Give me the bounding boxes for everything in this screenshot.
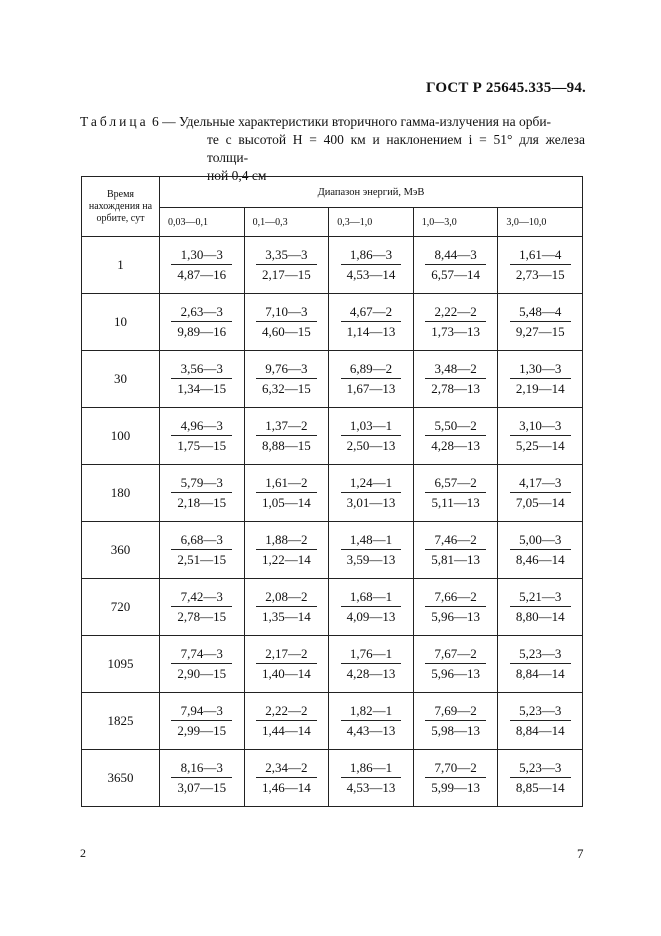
value-denominator: 2,73—15 xyxy=(515,266,565,282)
value-fraction xyxy=(510,532,571,567)
value-cell xyxy=(160,237,245,294)
time-on-orbit-cell: 1095 xyxy=(82,636,160,693)
value-cell xyxy=(329,294,414,351)
value-cell xyxy=(244,579,329,636)
table-caption-line3: ной 0,4 см xyxy=(207,168,267,183)
data-table xyxy=(81,176,583,807)
value-denominator: 2,18—15 xyxy=(177,494,227,510)
table-row xyxy=(82,465,583,522)
value-cell xyxy=(160,351,245,408)
time-on-orbit-cell: 360 xyxy=(82,522,160,579)
value-cell xyxy=(498,693,583,750)
value-denominator: 9,27—15 xyxy=(515,323,565,339)
value-numerator: 7,67—2 xyxy=(425,646,486,664)
value-fraction xyxy=(510,589,571,624)
table-row xyxy=(82,408,583,465)
value-numerator: 2,34—2 xyxy=(256,760,317,778)
value-cell xyxy=(329,522,414,579)
value-numerator: 2,22—2 xyxy=(425,304,486,322)
value-fraction xyxy=(425,418,486,453)
value-numerator: 5,23—3 xyxy=(510,703,571,721)
value-fraction xyxy=(510,418,571,453)
value-denominator: 1,40—14 xyxy=(262,665,311,681)
energy-range-column-header: 0,03—0,1 xyxy=(160,208,245,237)
page-number-right: 7 xyxy=(577,846,584,861)
value-fraction xyxy=(256,646,317,681)
value-cell xyxy=(329,636,414,693)
value-cell xyxy=(498,351,583,408)
value-fraction xyxy=(171,703,232,738)
value-denominator: 1,14—13 xyxy=(346,323,396,339)
value-numerator: 5,50—2 xyxy=(425,418,486,436)
page-number-left: 2 xyxy=(80,846,86,860)
value-fraction xyxy=(171,247,232,282)
value-cell xyxy=(329,693,414,750)
value-cell xyxy=(413,636,498,693)
table-caption xyxy=(80,113,585,185)
value-denominator: 1,44—14 xyxy=(262,722,311,738)
time-on-orbit-cell: 1 xyxy=(82,237,160,294)
value-fraction xyxy=(171,361,232,396)
value-cell xyxy=(244,750,329,807)
value-fraction xyxy=(171,589,232,624)
value-fraction xyxy=(341,703,402,738)
value-numerator: 2,63—3 xyxy=(171,304,232,322)
value-fraction xyxy=(341,589,402,624)
value-denominator: 8,46—14 xyxy=(515,551,565,567)
energy-range-column-header: 0,3—1,0 xyxy=(329,208,414,237)
value-numerator: 8,44—3 xyxy=(425,247,486,265)
value-cell xyxy=(160,408,245,465)
value-numerator: 3,48—2 xyxy=(425,361,486,379)
value-fraction xyxy=(510,475,571,510)
table-row xyxy=(82,294,583,351)
table-row xyxy=(82,750,583,807)
value-fraction xyxy=(256,532,317,567)
value-denominator: 1,75—15 xyxy=(177,437,227,453)
value-denominator: 2,51—15 xyxy=(177,551,227,567)
value-numerator: 1,76—1 xyxy=(341,646,402,664)
value-denominator: 2,19—14 xyxy=(515,380,565,396)
value-numerator: 6,57—2 xyxy=(425,475,485,493)
value-denominator: 5,99—13 xyxy=(431,779,480,795)
value-fraction xyxy=(171,532,232,567)
value-cell xyxy=(413,408,498,465)
value-cell xyxy=(498,408,583,465)
value-cell xyxy=(244,294,329,351)
table-row xyxy=(82,351,583,408)
value-numerator: 7,46—2 xyxy=(425,532,486,550)
value-fraction xyxy=(171,418,232,453)
value-fraction xyxy=(425,703,486,738)
value-cell xyxy=(329,237,414,294)
value-numerator: 1,88—2 xyxy=(256,532,317,550)
value-fraction xyxy=(425,361,486,396)
value-fraction xyxy=(425,646,486,681)
value-denominator: 1,34—15 xyxy=(177,380,227,396)
value-numerator: 6,89—2 xyxy=(341,361,402,379)
value-cell xyxy=(413,579,498,636)
value-cell xyxy=(329,750,414,807)
value-denominator: 2,17—15 xyxy=(262,266,311,282)
value-numerator: 4,67—2 xyxy=(341,304,402,322)
value-numerator: 1,61—4 xyxy=(510,247,571,265)
value-fraction xyxy=(171,475,232,510)
table-row xyxy=(82,522,583,579)
value-cell xyxy=(498,579,583,636)
time-on-orbit-cell: 3650 xyxy=(82,750,160,807)
value-denominator: 8,85—14 xyxy=(515,779,565,795)
time-on-orbit-cell: 10 xyxy=(82,294,160,351)
value-numerator: 1,37—2 xyxy=(256,418,317,436)
table-caption-label: Таблица xyxy=(80,114,149,129)
value-numerator: 1,61—2 xyxy=(256,475,317,493)
value-numerator: 2,22—2 xyxy=(256,703,317,721)
value-denominator: 6,32—15 xyxy=(262,380,311,396)
value-cell xyxy=(244,237,329,294)
value-denominator: 1,73—13 xyxy=(431,323,480,339)
time-on-orbit-cell: 180 xyxy=(82,465,160,522)
value-cell xyxy=(244,351,329,408)
value-numerator: 1,24—1 xyxy=(341,475,402,493)
value-cell xyxy=(160,636,245,693)
value-cell xyxy=(498,465,583,522)
value-numerator: 7,66—2 xyxy=(425,589,486,607)
value-denominator: 8,84—14 xyxy=(515,722,565,738)
value-cell xyxy=(413,465,498,522)
value-fraction xyxy=(341,646,402,681)
value-denominator: 4,28—13 xyxy=(346,665,396,681)
table-row xyxy=(82,693,583,750)
value-denominator: 3,07—15 xyxy=(177,779,227,795)
value-denominator: 2,78—15 xyxy=(177,608,227,624)
value-cell xyxy=(160,522,245,579)
value-fraction xyxy=(256,304,317,339)
energy-range-column-header: 3,0—10,0 xyxy=(498,208,583,237)
value-numerator: 5,21—3 xyxy=(510,589,571,607)
value-denominator: 5,96—13 xyxy=(431,608,480,624)
value-denominator: 1,35—14 xyxy=(262,608,311,624)
value-fraction xyxy=(341,760,402,795)
value-cell xyxy=(244,693,329,750)
value-denominator: 9,89—16 xyxy=(177,323,227,339)
value-denominator: 2,90—15 xyxy=(177,665,227,681)
value-numerator: 1,30—3 xyxy=(510,361,571,379)
value-cell xyxy=(498,750,583,807)
value-denominator: 5,96—13 xyxy=(431,665,480,681)
value-numerator: 5,48—4 xyxy=(510,304,571,322)
value-numerator: 2,17—2 xyxy=(256,646,317,664)
value-denominator: 4,60—15 xyxy=(262,323,311,339)
value-fraction xyxy=(341,247,402,282)
value-denominator: 4,53—13 xyxy=(346,779,396,795)
value-denominator: 2,99—15 xyxy=(177,722,227,738)
value-cell xyxy=(160,750,245,807)
value-fraction xyxy=(256,475,317,510)
time-column-header: Время нахождения на орбите, сут xyxy=(82,177,160,237)
value-denominator: 5,98—13 xyxy=(431,722,480,738)
value-cell xyxy=(413,693,498,750)
energy-range-column-header: 0,1—0,3 xyxy=(244,208,329,237)
value-cell xyxy=(329,579,414,636)
value-denominator: 1,67—13 xyxy=(346,380,396,396)
value-denominator: 8,80—14 xyxy=(515,608,565,624)
value-fraction xyxy=(425,589,486,624)
value-fraction xyxy=(256,589,317,624)
value-denominator: 1,22—14 xyxy=(262,551,311,567)
value-cell xyxy=(498,237,583,294)
value-fraction xyxy=(425,475,485,510)
energy-range-column-header: 1,0—3,0 xyxy=(413,208,498,237)
value-denominator: 1,05—14 xyxy=(262,494,311,510)
value-fraction xyxy=(425,532,486,567)
value-denominator: 4,09—13 xyxy=(346,608,396,624)
value-cell xyxy=(329,351,414,408)
value-cell xyxy=(329,408,414,465)
value-cell xyxy=(160,693,245,750)
value-cell xyxy=(244,522,329,579)
value-numerator: 9,76—3 xyxy=(256,361,317,379)
value-numerator: 3,56—3 xyxy=(171,361,232,379)
value-numerator: 3,35—3 xyxy=(256,247,317,265)
value-fraction xyxy=(510,247,571,282)
value-cell xyxy=(244,465,329,522)
value-numerator: 7,94—3 xyxy=(171,703,232,721)
time-on-orbit-cell: 30 xyxy=(82,351,160,408)
value-denominator: 8,84—14 xyxy=(515,665,565,681)
value-cell xyxy=(160,579,245,636)
value-numerator: 5,23—3 xyxy=(510,760,571,778)
value-numerator: 5,00—3 xyxy=(510,532,571,550)
table-row xyxy=(82,579,583,636)
value-cell xyxy=(413,750,498,807)
value-numerator: 1,30—3 xyxy=(171,247,232,265)
table-caption-line1: 6 — Удельные характеристики вторичного гамма-излучения на орби- xyxy=(148,114,552,129)
value-numerator: 1,48—1 xyxy=(341,532,402,550)
value-cell xyxy=(329,465,414,522)
value-denominator: 4,43—13 xyxy=(346,722,396,738)
value-fraction xyxy=(256,418,317,453)
table-caption-line2: те с высотой H = 400 км и наклонением i = 51° для железа толщи- xyxy=(207,132,585,165)
value-cell xyxy=(413,237,498,294)
value-numerator: 4,96—3 xyxy=(171,418,232,436)
value-denominator: 3,59—13 xyxy=(346,551,396,567)
value-numerator: 3,10—3 xyxy=(510,418,571,436)
value-cell xyxy=(498,636,583,693)
value-numerator: 7,10—3 xyxy=(256,304,317,322)
value-numerator: 5,23—3 xyxy=(510,646,571,664)
table-row xyxy=(82,636,583,693)
value-denominator: 7,05—14 xyxy=(515,494,565,510)
value-denominator: 6,57—14 xyxy=(431,266,480,282)
value-fraction xyxy=(341,475,402,510)
value-denominator: 2,50—13 xyxy=(346,437,396,453)
value-denominator: 4,28—13 xyxy=(431,437,480,453)
value-cell xyxy=(160,294,245,351)
value-denominator: 5,81—13 xyxy=(431,551,480,567)
value-fraction xyxy=(510,760,571,795)
table-row xyxy=(82,237,583,294)
value-numerator: 1,86—3 xyxy=(341,247,402,265)
value-fraction xyxy=(171,646,232,681)
value-numerator: 7,42—3 xyxy=(171,589,232,607)
energy-range-header: Диапазон энергий, МэВ xyxy=(160,177,583,208)
value-fraction xyxy=(425,247,486,282)
value-fraction xyxy=(341,361,402,396)
value-numerator: 7,74—3 xyxy=(171,646,232,664)
value-numerator: 6,68—3 xyxy=(171,532,232,550)
value-fraction xyxy=(510,304,571,339)
time-on-orbit-cell: 100 xyxy=(82,408,160,465)
value-numerator: 5,79—3 xyxy=(171,475,232,493)
value-numerator: 8,16—3 xyxy=(171,760,232,778)
value-numerator: 1,68—1 xyxy=(341,589,402,607)
value-numerator: 1,86—1 xyxy=(341,760,402,778)
value-denominator: 4,53—14 xyxy=(346,266,396,282)
value-fraction xyxy=(510,646,571,681)
value-fraction xyxy=(425,304,486,339)
value-denominator: 5,25—14 xyxy=(515,437,565,453)
value-cell xyxy=(244,636,329,693)
value-fraction xyxy=(256,361,317,396)
value-cell xyxy=(498,294,583,351)
value-denominator: 1,46—14 xyxy=(262,779,311,795)
value-fraction xyxy=(341,418,402,453)
value-fraction xyxy=(510,361,571,396)
value-denominator: 4,87—16 xyxy=(177,266,227,282)
value-fraction xyxy=(341,304,402,339)
value-denominator: 2,78—13 xyxy=(431,380,480,396)
value-cell xyxy=(413,294,498,351)
value-fraction xyxy=(256,760,317,795)
value-cell xyxy=(413,522,498,579)
time-on-orbit-cell: 720 xyxy=(82,579,160,636)
value-numerator: 7,70—2 xyxy=(425,760,486,778)
value-numerator: 1,82—1 xyxy=(341,703,402,721)
value-cell xyxy=(160,465,245,522)
value-numerator: 2,08—2 xyxy=(256,589,317,607)
value-fraction xyxy=(171,304,232,339)
value-fraction xyxy=(256,247,317,282)
value-cell xyxy=(244,408,329,465)
document-header: ГОСТ Р 25645.335—94. xyxy=(425,80,586,96)
value-denominator: 3,01—13 xyxy=(346,494,396,510)
value-fraction xyxy=(425,760,486,795)
value-denominator: 5,11—13 xyxy=(431,494,480,510)
value-cell xyxy=(498,522,583,579)
value-fraction xyxy=(171,760,232,795)
value-fraction xyxy=(510,703,571,738)
value-denominator: 8,88—15 xyxy=(262,437,311,453)
value-fraction xyxy=(341,532,402,567)
value-numerator: 1,03—1 xyxy=(341,418,402,436)
time-on-orbit-cell: 1825 xyxy=(82,693,160,750)
value-cell xyxy=(413,351,498,408)
value-fraction xyxy=(256,703,317,738)
value-numerator: 7,69—2 xyxy=(425,703,486,721)
value-numerator: 4,17—3 xyxy=(510,475,571,493)
